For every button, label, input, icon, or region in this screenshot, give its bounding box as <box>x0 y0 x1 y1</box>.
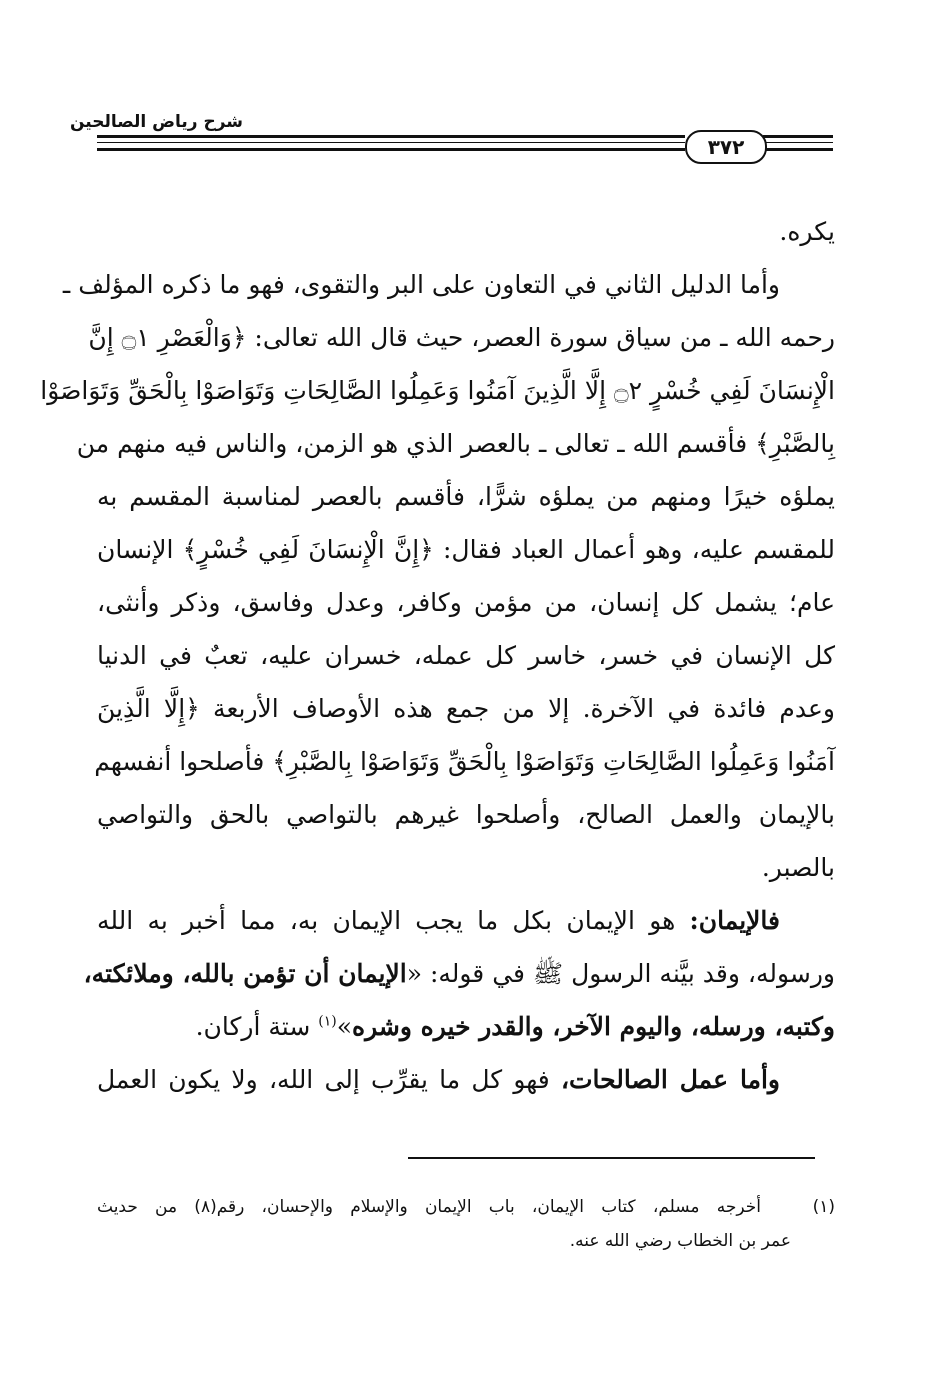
amal-term: وأما عمل الصالحات، <box>560 1065 781 1094</box>
iman-paragraph-line-1 <box>97 894 835 947</box>
text-line: بِالصَّبْرِ﴾ فأقسم الله ـ تعالى ـ بالعصر الذي هو الزمن، والناس فيه منهم من <box>76 429 835 458</box>
header-rule-middle <box>97 142 685 143</box>
iman-term: فالإيمان: <box>689 906 780 935</box>
quran-verse-line: آمَنُوا وَعَمِلُوا الصَّالِحَاتِ وَتَوَاصَوْا بِالْحَقِّ وَتَوَاصَوْا بِالصَّبْرِ﴾ فأصلحوا أنفسهم <box>94 747 835 776</box>
footnote-text: أخرجه مسلم، كتاب الإيمان، باب الإيمان والإسلام والإحسان، رقم(٨) من حديث <box>97 1197 761 1217</box>
page-number-badge <box>685 130 767 164</box>
header-rule-right-bottom <box>763 148 833 151</box>
hadith-text-part-2: وكتبه، ورسله، واليوم الآخر، والقدر خيره وشره <box>352 1012 835 1041</box>
footnote <box>97 1190 835 1258</box>
header-rule-right-middle <box>763 142 833 143</box>
body-text <box>40 205 835 1106</box>
footnote-line-2: عمر بن الخطاب رضي الله عنه. <box>569 1231 791 1251</box>
header-rule-top <box>97 135 685 138</box>
hadith-text-part-1: الإيمان أن تؤمن بالله، وملائكته، <box>83 959 407 988</box>
hadith-close-quote: » <box>336 1012 353 1041</box>
footnote-marker: (١) <box>812 1197 835 1217</box>
text-line: يملؤه خيرًا ومنهم من يملؤه شرًّا، فأقسم بالعصر لمناسبة المقسم به <box>97 482 835 511</box>
pillars-count: ستة أركان. <box>195 1012 319 1041</box>
footnote-separator <box>408 1157 815 1159</box>
text-line: رحمه الله ـ من سياق سورة العصر، حيث قال الله تعالى: ﴿وَالْعَصْرِ ۝١ إِنَّ <box>88 323 835 352</box>
amal-definition: فهو كل ما يقرِّب إلى الله، ولا يكون العمل <box>97 1065 561 1094</box>
iman-definition: هو الإيمان بكل ما يجب الإيمان به، مما أخبر به الله <box>97 906 676 935</box>
hadith-intro: ورسوله، وقد بيَّنه الرسول ﷺ في قوله: « <box>406 959 835 988</box>
text-line: عام؛ يشمل كل إنسان، من مؤمن وكافر، وعدل وفاسق، وذكر وأنثى، <box>97 588 835 617</box>
iman-paragraph-line-3 <box>97 1000 835 1053</box>
iman-paragraph-line-2 <box>83 947 835 1000</box>
header-rule-right-top <box>763 135 833 138</box>
text-line: يكره. <box>779 217 835 246</box>
amal-paragraph-line-1 <box>97 1053 835 1106</box>
page-number: ٣٧٢ <box>707 135 745 159</box>
text-line: وأما الدليل الثاني في التعاون على البر والتقوى، فهو ما ذكره المؤلف ـ <box>62 270 780 299</box>
text-line: بالإيمان والعمل الصالح، وأصلحوا غيرهم بالتواصي بالحق والتواصي <box>97 800 835 829</box>
footnote-reference[interactable]: (١) <box>318 1013 337 1030</box>
text-line: كل الإنسان في خسر، خاسر كل عمله، خسران عليه، تعبٌ في الدنيا <box>97 641 835 670</box>
text-line: وعدم فائدة في الآخرة. إلا من جمع هذه الأوصاف الأربعة ﴿إِلَّا الَّذِينَ <box>97 694 835 723</box>
text-line: للمقسم عليه، وهو أعمال العباد فقال: ﴿إِنَّ الْإِنسَانَ لَفِي خُسْرٍ﴾ الإنسان <box>97 535 835 564</box>
quran-verse-line: الْإِنسَانَ لَفِي خُسْرٍ ۝٢ إِلَّا الَّذِينَ آمَنُوا وَعَمِلُوا الصَّالِحَاتِ وَتَوَاصَوْا بِالْحَقِّ وَتَوَاصَوْا <box>40 376 835 405</box>
footnote-line-1 <box>97 1190 835 1224</box>
running-header-title: شرح رياض الصالحين <box>69 112 243 132</box>
header-rule-bottom <box>97 148 685 151</box>
text-line: بالصبر. <box>761 853 835 882</box>
